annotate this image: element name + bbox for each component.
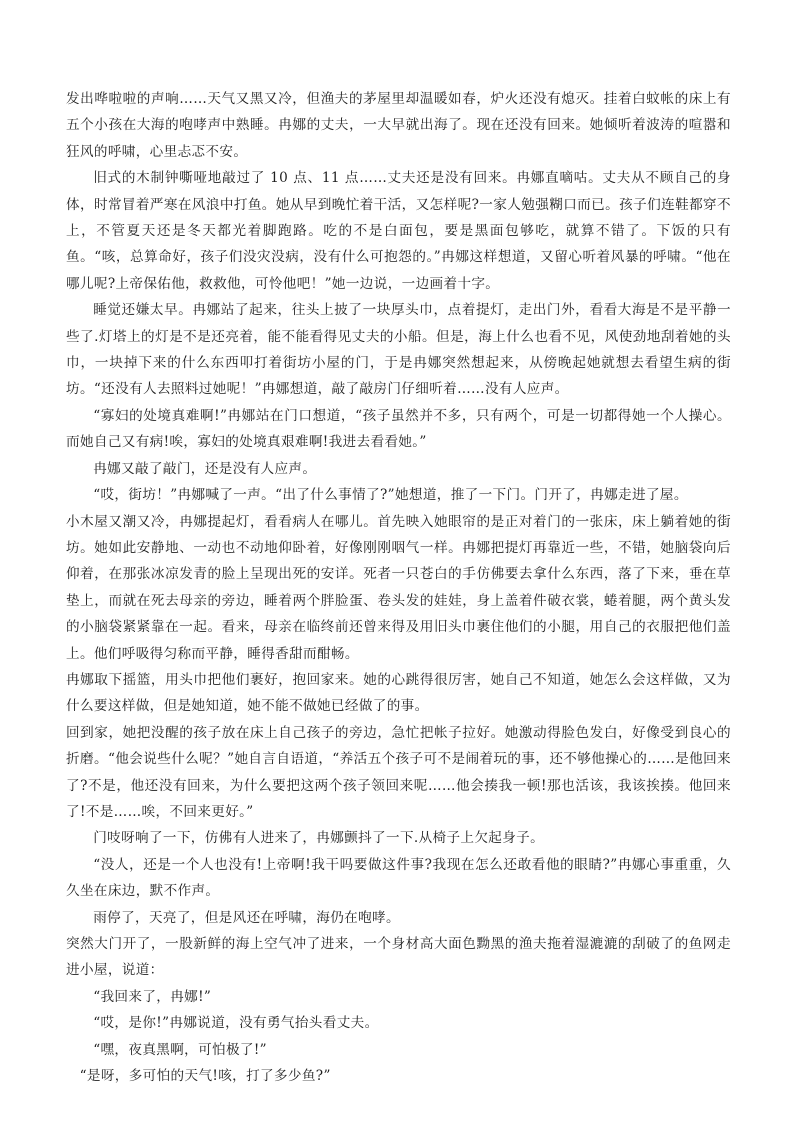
paragraph: “是呀，多可怕的天气!咳，打了多少鱼?” — [79, 1068, 331, 1085]
paragraph: 发出哗啦啦的声响……天气又黑又冷，但渔夫的茅屋里却温暖如春，炉火还没有熄灭。挂着白蚊帐的床上有五个小孩在大海的咆哮声中熟睡。冉娜的丈夫，一大早就出海了。现在还没有回来。她倾听着波涛的喧嚣和狂风的呼啸，心里忐忑不安。 — [66, 91, 731, 160]
paragraph: “嘿，夜真黑啊，可怕极了!” — [93, 1041, 267, 1058]
paragraph: 旧式的木制钟嘶哑地敲过了 10 点、11 点……丈夫还是没有回来。冉娜直嘀咕。丈夫从不顾自己的身体，时常冒着严寒在风浪中打鱼。她从早到晚忙着干活，又怎样呢?一家人勉强糊口而已。孩子们连鞋都穿不上，不管夏天还是冬天都光着脚跑路。吃的不是白面包，要是黑面包够吃，就算不错了。下饭的只有鱼。“咳，总算命好，孩子们没灾没病，没有什么可抱怨的。”冉娜这样想道，又留心听着风暴的呼啸。“他在哪儿呢?上帝保佑他，救救他，可怜他吧！”她一边说，一边画着十字。 — [66, 170, 731, 292]
paragraph: 突然大门开了，一股新鲜的海上空气冲了进来，一个身材高大面色黝黑的渔夫拖着湿漉漉的刮破了的鱼网走进小屋，说道： — [66, 936, 731, 979]
paragraph: “寡妇的处境真难啊!”冉娜站在门口想道，“孩子虽然并不多，只有两个，可是一切都得她一个人操心。而她自己又有病!唉，寡妇的处境真艰难啊!我进去看看她。” — [66, 407, 731, 451]
paragraph: 睡觉还嫌太早。冉娜站了起来，往头上披了一块厚头巾，点着提灯，走出门外，看看大海是不是平静一些了.灯塔上的灯是不是还亮着，能不能看得见丈夫的小船。但是，海上什么也看不见，风使劲地刮着她的头巾，一块掉下来的什么东西叩打着街坊小屋的门，于是冉娜突然想起来，从傍晚起她就想去看望生病的街坊。“还没有人去照料过她呢！”冉娜想道，敲了敲房门仔细听着……没有人应声。 — [66, 302, 731, 398]
paragraph: 雨停了，天亮了，但是风还在呼啸，海仍在咆哮。 — [93, 909, 400, 926]
paragraph: “我回来了，冉娜!” — [93, 988, 212, 1005]
paragraph: “哎，街坊！”冉娜喊了一声。“出了什么事情了?”她想道，推了一下门。门开了，冉娜走进了屋。 — [93, 487, 688, 504]
paragraph: 小木屋又潮又冷，冉娜提起灯，看看病人在哪儿。首先映入她眼帘的是正对着门的一张床，床上躺着她的街坊。她如此安静地、一动也不动地仰卧着，好像刚刚咽气一样。冉娜把提灯再靠近一些，不错，她脑袋向后仰着，在那张冰凉发青的脸上呈现出死的安详。死者一只苍白的手仿佛要去拿什么东西，落了下来，垂在草垫上，而就在死去母亲的旁边，睡着两个胖脸蛋、卷头发的娃娃，身上盖着件破衣裳，蜷着腿，两个黄头发的小脑袋紧紧靠在一起。看来，母亲在临终前还曾来得及用旧头巾裹住他们的小腿，用自己的衣服把他们盖上。他们呼吸得匀称而平静，睡得香甜而酣畅。 — [66, 513, 731, 662]
paragraph: “没人，还是一个人也没有!上帝啊!我干吗要做这件事?我现在怎么还敢看他的眼睛?”冉娜心事重重，久久坐在床边，默不作声。 — [66, 856, 731, 900]
document-body — [66, 86, 731, 1089]
paragraph: “哎，是你!”冉娜说道，没有勇气抬头看丈夫。 — [93, 1015, 379, 1032]
paragraph: 冉娜又敲了敲门，还是没有人应声。 — [93, 460, 317, 477]
paragraph: 门吱呀响了一下，仿佛有人进来了，冉娜颤抖了一下.从椅子上欠起身子。 — [93, 830, 545, 847]
paragraph: 冉娜取下摇篮，用头巾把他们裹好，抱回家来。她的心跳得很厉害，她自己不知道，她怎么会这样做，又为什么要这样做，但是她知道，她不能不做她已经做了的事。 — [66, 671, 731, 715]
paragraph: 回到家，她把没醒的孩子放在床上自己孩子的旁边，急忙把帐子拉好。她激动得脸色发白，好像受到良心的折磨。“他会说些什么呢？”她自言自语道，“养活五个孩子可不是闹着玩的事，还不够他操心的……是他回来了?不是，他还没有回来，为什么要把这两个孩子领回来呢……他会揍我一顿!那也活该，我该挨揍。他回来了!不是……唉，不回来更好。” — [66, 724, 731, 820]
